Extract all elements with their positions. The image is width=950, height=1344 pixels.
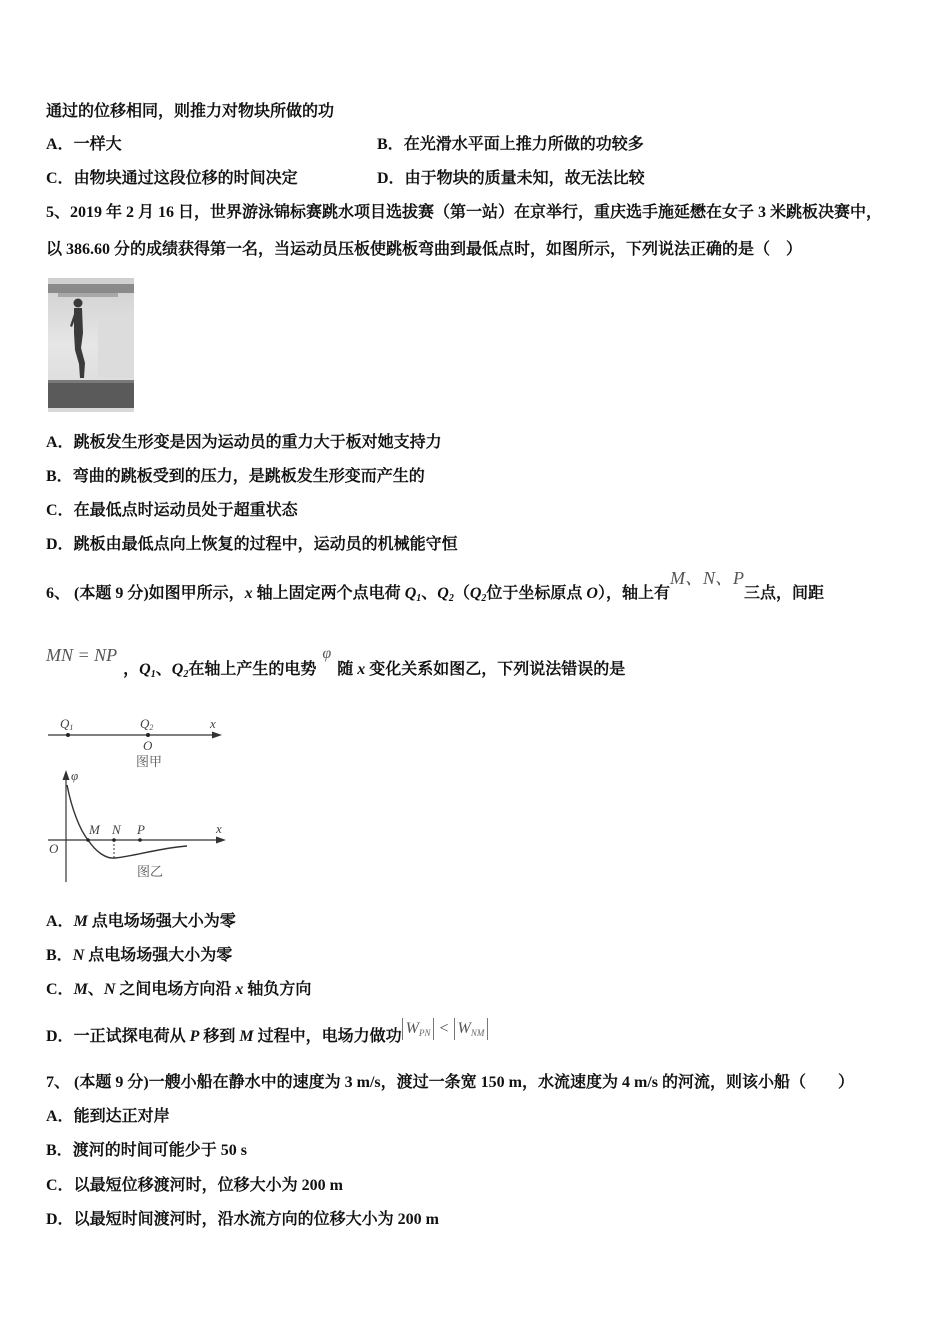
q6-stem-line2: [46, 645, 626, 680]
symbol: Q: [404, 585, 417, 602]
option-text: 渡河的时间可能少于 50 s: [72, 1142, 247, 1159]
var-p: P: [189, 1028, 200, 1045]
option-label: B．: [377, 136, 404, 153]
option-text: 弯曲的跳板受到的压力，是跳板发生形变而产生的: [72, 468, 425, 485]
subscript: NM: [470, 1028, 485, 1038]
springboard-edge: [48, 380, 134, 383]
charge-q1-dot: [66, 733, 70, 737]
option-text: 以最短时间渡河时，沿水流方向的位移大小为 200 m: [73, 1211, 439, 1228]
math-work-comparison: [402, 1020, 489, 1037]
q6-option-c: [46, 980, 311, 1000]
separator: 、: [87, 981, 104, 998]
option-label: A．: [46, 434, 74, 451]
figure-a: [48, 716, 222, 770]
option-label: A．: [46, 913, 74, 930]
q5-option-d: [46, 535, 458, 555]
abs-work-pn: [402, 1018, 435, 1040]
figure-a-label-q1: [60, 716, 73, 732]
q5-stem-line2: 以 386.60 分的成绩获得第一名，当运动员压板使跳板弯曲到最低点时，如图所示，下列说法正确的是（ ）: [46, 241, 803, 258]
potential-curve: [67, 785, 187, 858]
option-text: 一样大: [73, 136, 122, 153]
point-p-dot: [138, 838, 142, 842]
option-label: C．: [46, 170, 74, 187]
figure-b-caption: 图乙: [137, 865, 164, 880]
figure-b-y-axis-arrow: [63, 770, 70, 780]
photo-top-structure: [48, 284, 134, 293]
subscript: 1: [150, 669, 156, 680]
q6-stem-line1: [46, 568, 825, 604]
q5-option-a: [46, 433, 442, 453]
point-n-dot: [112, 838, 116, 842]
stem-text: 6、 (本题 9 分)如图甲所示，: [46, 585, 245, 602]
q4-option-c: [46, 169, 298, 189]
option-label: D．: [46, 1211, 74, 1228]
var-x: x: [244, 585, 253, 602]
q7-option-c: [46, 1176, 343, 1196]
springboard: [48, 382, 134, 408]
stem-text: 三点，间距: [744, 585, 825, 602]
option-text: 在光滑水平面上推力所做的功较多: [403, 136, 644, 153]
figure-a-x-axis-arrow: [212, 732, 222, 739]
stem-text: 位于坐标原点: [486, 585, 587, 602]
var-origin: O: [586, 585, 598, 602]
subscript: 2: [448, 593, 454, 604]
q7-option-b: [46, 1141, 247, 1161]
option-text: 由物块通过这段位移的时间决定: [73, 170, 298, 187]
option-label: A．: [46, 136, 74, 153]
charge-q2: [172, 661, 189, 678]
charge-potential-figure: [40, 700, 240, 890]
stem-text: 随: [337, 661, 358, 678]
option-text: 点电场场强大小为零: [87, 913, 236, 930]
stem-text: 在轴上产生的电势: [188, 661, 317, 678]
stem-text: （: [453, 585, 470, 602]
symbol: Q: [171, 661, 184, 678]
q7-option-d: [46, 1210, 439, 1230]
q4-option-a: [46, 135, 122, 155]
symbol: W: [405, 1020, 419, 1037]
charge-q1: [405, 585, 422, 602]
option-text: 之间电场方向沿: [115, 981, 236, 998]
figure-a-label-q2: [140, 716, 153, 732]
q4-option-b: [377, 135, 644, 155]
figure-a-caption: 图甲: [136, 755, 163, 770]
subscript: PN: [418, 1028, 431, 1038]
less-than-operator: <: [439, 1020, 449, 1037]
subscript: 1: [416, 593, 422, 604]
option-label: D．: [46, 1028, 74, 1045]
math-phi: φ: [322, 645, 332, 662]
figure-a-label-x: x: [210, 716, 216, 731]
q5-option-b: [46, 467, 425, 487]
point-m-dot: [86, 838, 90, 842]
q7-option-a: [46, 1107, 170, 1127]
q6-option-d: [46, 1020, 488, 1048]
symbol: Q: [437, 585, 449, 602]
option-label: B．: [46, 947, 73, 964]
figure-b-label-origin: O: [49, 841, 59, 856]
var-m: M: [73, 913, 88, 930]
option-text: 过程中，电场力做功: [253, 1028, 402, 1045]
photo-wall: [98, 318, 134, 378]
figure-b-x-axis-arrow: [216, 837, 226, 844]
math-points-mnp: M、N、P: [670, 568, 744, 588]
var-m: M: [73, 981, 88, 998]
option-label: D．: [46, 536, 74, 553]
figure-b-label-m: M: [89, 822, 100, 837]
charge-q2-dot: [146, 733, 150, 737]
var-x: x: [235, 981, 244, 998]
q5-option-c: [46, 501, 298, 521]
option-label: C．: [46, 502, 74, 519]
figure-b: [48, 768, 226, 882]
figure-b-label-p: P: [137, 822, 145, 837]
q4-option-d: [377, 169, 645, 189]
var-n: N: [103, 981, 116, 998]
q6-option-b: [46, 946, 232, 966]
diver-springboard-photo: [48, 278, 134, 412]
q6-option-a: [46, 912, 236, 932]
option-label: C．: [46, 1177, 74, 1194]
charge-q1: [139, 661, 156, 678]
symbol: Q: [139, 661, 151, 678]
var-m: M: [239, 1028, 254, 1045]
option-label: B．: [46, 1142, 73, 1159]
figure-b-label-x: x: [216, 821, 222, 836]
abs-work-nm: [454, 1018, 489, 1040]
option-text: 跳板由最低点向上恢复的过程中，运动员的机械能守恒: [73, 536, 458, 553]
option-label: A．: [46, 1108, 74, 1125]
stem-text: 变化关系如图乙，下列说法错误的是: [365, 661, 626, 678]
q5-stem-line1: 5、2019 年 2 月 16 日，世界游泳锦标赛跳水项目选拔赛（第一站）在京举行，重庆选手施延懋在女子 3 米跳板决赛中，: [46, 204, 883, 221]
charge-q2: [470, 585, 487, 602]
q4-stem-tail: 通过的位移相同，则推力对物块所做的功: [46, 103, 335, 120]
option-text: 以最短位移渡河时，位移大小为 200 m: [73, 1177, 343, 1194]
subscript: 2: [149, 723, 154, 732]
option-label: D．: [377, 170, 405, 187]
option-text: 一正试探电荷从: [73, 1028, 190, 1045]
photo-top-structure-shadow: [58, 293, 118, 297]
option-text: 在最低点时运动员处于超重状态: [73, 502, 298, 519]
symbol: W: [457, 1020, 471, 1037]
symbol: Q: [140, 716, 150, 731]
option-text: 能到达正对岸: [73, 1108, 170, 1125]
separator: 、: [155, 661, 172, 678]
subscript: 2: [481, 593, 487, 604]
charge-q2: [437, 585, 454, 602]
diver-head: [74, 299, 83, 308]
subscript: 2: [183, 669, 189, 680]
option-label: C．: [46, 981, 74, 998]
option-text: 点电场场强大小为零: [84, 947, 233, 964]
symbol: Q: [60, 716, 70, 731]
option-text: 跳板发生形变是因为运动员的重力大于板对她支持力: [73, 434, 442, 451]
figure-b-label-phi: φ: [71, 768, 79, 783]
figure-a-label-origin: O: [143, 738, 153, 753]
option-text: 由于物块的质量未知，故无法比较: [404, 170, 645, 187]
stem-text: 轴上固定两个点电荷: [252, 585, 405, 602]
option-label: B．: [46, 468, 73, 485]
stem-text: ，: [123, 661, 140, 678]
option-text: 轴负方向: [243, 981, 312, 998]
symbol: Q: [469, 585, 482, 602]
var-n: N: [72, 947, 85, 964]
option-text: 移到: [199, 1028, 240, 1045]
subscript: 1: [69, 723, 74, 732]
separator: 、: [421, 585, 438, 602]
figure-b-label-n: N: [112, 822, 121, 837]
q7-stem: 7、 (本题 9 分)一艘小船在静水中的速度为 3 m/s，渡过一条宽 150 m，水流速度为 4 m/s 的河流，则该小船（ ）: [46, 1074, 854, 1091]
math-mn-equals-np: MN = NP: [46, 645, 118, 665]
stem-text: ），轴上有: [597, 585, 670, 602]
var-x: x: [357, 661, 366, 678]
